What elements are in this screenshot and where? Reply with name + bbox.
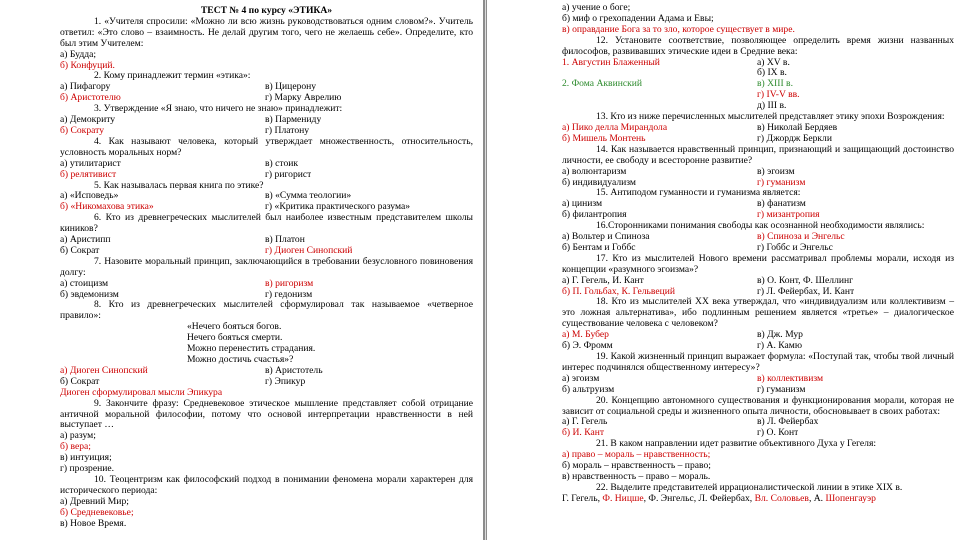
q9-option-v: в) интуиция; xyxy=(60,453,112,464)
q4-options-row2 xyxy=(60,170,473,181)
q8-note: Диоген сформулировал мысли Эпикура xyxy=(60,387,223,398)
q4-option-b-answer: б) релятивист xyxy=(60,169,117,180)
q14-options-row1 xyxy=(562,167,954,178)
q20-options-row1 xyxy=(562,417,954,428)
poem-line-1: «Нечего бояться богов. xyxy=(187,322,282,333)
question-1: 1. «Учителя спросили: «Можно ли всю жизнь руководствоваться одним словом?». Учитель ответил: «Это слово – взаимность. Не делай другим того, чего не желаешь себе». Определите, кто был этим Учителем: xyxy=(60,15,473,49)
q16-option-b: б) Бентам и Гоббс xyxy=(562,242,636,253)
q10-option-v: в) Новое Время. xyxy=(60,518,127,529)
q11-option-b: б) миф о грехопадении Адама и Евы; xyxy=(562,13,714,24)
question-6: 6. Кто из древнегреческих мыслителей был наиболее известным представителем школы киников? xyxy=(60,212,473,235)
q19-option-a: а) эгоизм xyxy=(562,373,600,384)
q7-option-v-answer: в) ригоризм xyxy=(265,278,314,289)
q3-options-row1 xyxy=(60,115,473,126)
q6-option-v: в) Платон xyxy=(265,235,305,246)
q6-option-b: б) Сократ xyxy=(60,245,100,256)
page-left xyxy=(0,0,483,540)
q5-options-row1 xyxy=(60,191,473,202)
q12-option-b: б) IX в. xyxy=(757,68,787,79)
q7-options-row1 xyxy=(60,279,473,290)
q3-option-v: в) Пармениду xyxy=(265,115,322,126)
q10-option-a: а) Древний Мир; xyxy=(60,496,129,507)
q16-options-row1 xyxy=(562,232,954,243)
q14-option-v: в) эгоизм xyxy=(757,166,795,177)
question-13: 13. Кто из ниже перечисленных мыслителей представляет этику эпохи Возрождения: xyxy=(596,111,945,123)
q3-option-b-answer: б) Сократу xyxy=(60,125,105,136)
q6-option-a: а) Аристипп xyxy=(60,235,111,246)
q12-option-a: а) XV в. xyxy=(757,57,790,68)
question-20: 20. Концепцию автономного существования и функционирования морали, которая не зависит от социальной среды и жизненного опыта личности, обосновывает в своих работах: xyxy=(562,394,954,417)
q8-options-row2 xyxy=(60,377,473,388)
q10-option-b-answer: б) Средневековье; xyxy=(60,507,134,518)
q17-option-b-answer: б) П. Гольбах, К. Гельвеций xyxy=(562,286,676,297)
q13-option-b-answer: б) Мишель Монтень xyxy=(562,133,646,144)
q19-options-row2 xyxy=(562,385,954,396)
test-title: ТЕСТ № 4 по курсу «ЭТИКА» xyxy=(200,6,333,16)
q22-list-part-1: Г. Гегель, xyxy=(562,493,603,504)
q13-option-g: г) Джордж Беркли xyxy=(757,133,832,144)
q5-option-v: в) «Сумма теологии» xyxy=(265,191,352,202)
q2-options-row2 xyxy=(60,93,473,104)
q12-item-1: 1. Августин Блаженный xyxy=(562,57,660,68)
q12-row1 xyxy=(562,58,954,69)
q9-option-g: г) прозрение. xyxy=(60,464,115,475)
q22-answer-schopenhauer: Шопенгауэр xyxy=(825,493,876,504)
q15-option-b: б) филантропия xyxy=(562,210,627,221)
q5-option-g: г) «Критика практического разума» xyxy=(265,202,411,213)
q13-options-row1 xyxy=(562,123,954,134)
q12-row2 xyxy=(562,68,954,79)
q20-option-g: г) О. Конт xyxy=(757,428,799,439)
q3-option-a: а) Демокриту xyxy=(60,115,116,126)
q15-option-a: а) цинизм xyxy=(562,199,603,210)
q12-option-g-answer: г) IV-V вв. xyxy=(757,90,800,101)
question-15: 15. Антиподом гуманности и гуманизма является: xyxy=(596,188,801,199)
q1-option-a: а) Будда; xyxy=(60,49,96,60)
q7-option-g: г) гедонизм xyxy=(265,289,313,300)
q3-option-g: г) Платону xyxy=(265,125,310,136)
question-9: 9. Закончите фразу: Средневековое этическое мышление представляет собой отрицание античной моральной философии, потому что основой интерпретации нравственности в ней выступает … xyxy=(60,397,473,431)
question-14: 14. Как называется нравственный принцип, признающий и защищающий достоинство личности, ее свободу и всесторонне развитие? xyxy=(562,143,954,166)
q7-option-a: а) стоицизм xyxy=(60,278,109,289)
q20-options-row2 xyxy=(562,428,954,439)
q14-option-a: а) волюнтаризм xyxy=(562,166,627,177)
poem-line-3: Можно перенестить страдания. xyxy=(187,344,316,355)
q20-option-v: в) Л. Фейербах xyxy=(757,417,819,428)
q11-option-v-answer: в) оправдание Бога за то зло, которое существует в мире. xyxy=(562,24,795,35)
q6-option-g-answer: г) Диоген Синопский xyxy=(265,245,353,256)
question-3: 3. Утверждение «Я знаю, что ничего не знаю» принадлежит: xyxy=(94,104,343,115)
q4-option-v: в) стоик xyxy=(265,158,299,169)
q18-option-a-answer: а) М. Бубер xyxy=(562,330,609,341)
q15-option-g-answer: г) мизантропия xyxy=(757,210,820,221)
question-19: 19. Какой жизненный принцип выражает формула: «Поступай так, чтобы твой личный интерес подчинялся общественному интересу»? xyxy=(562,351,954,373)
poem-line-2: Нечего бояться смерти. xyxy=(187,333,283,344)
q16-option-g: г) Гоббс и Энгельс xyxy=(757,242,833,253)
q22-list xyxy=(562,494,954,505)
q18-option-v: в) Дж. Мур xyxy=(757,330,803,341)
q18-option-b: б) Э. Фромм xyxy=(562,341,613,352)
q17-option-g: г) Л. Фейербах, И. Кант xyxy=(757,286,855,297)
q19-options-row1 xyxy=(562,374,954,385)
q22-list-part-5: , А. xyxy=(808,493,826,504)
q14-option-g-answer: г) гуманизм xyxy=(757,177,806,188)
q14-option-b: б) индивидуализм xyxy=(562,177,636,188)
q20-option-a: а) Г. Гегель xyxy=(562,417,608,428)
q6-options-row1 xyxy=(60,235,473,246)
q7-option-b: б) эвдемонизм xyxy=(60,289,119,300)
q12-item-2: 2. Фома Аквинский xyxy=(562,79,643,90)
question-8: 8. Кто из древнегреческих мыслителей сформулировал так называемое «четверное правило»: xyxy=(60,299,473,322)
q21-option-v: в) нравственность – право – мораль. xyxy=(562,471,711,482)
q8-option-g: г) Эпикур xyxy=(265,376,306,387)
q8-option-a-answer: а) Диоген Синопский xyxy=(60,365,148,376)
q19-option-b: б) альтруизм xyxy=(562,384,615,395)
q2-option-b-answer: б) Аристотелю xyxy=(60,93,121,104)
q12-row3 xyxy=(562,79,954,90)
q12-option-d: д) III в. xyxy=(757,101,787,112)
q14-options-row2 xyxy=(562,178,954,189)
q12-option-v-answer: в) XIII в. xyxy=(757,79,793,90)
q17-option-v: в) О. Конт, Ф. Шеллинг xyxy=(757,275,854,286)
q8-option-v: в) Аристотель xyxy=(265,365,323,376)
q15-option-v: в) фанатизм xyxy=(757,199,806,210)
q17-options-row1 xyxy=(562,276,954,287)
q8-options-row1 xyxy=(60,366,473,377)
question-5: 5. Как называлась первая книга по этике? xyxy=(94,180,264,191)
q16-option-a: а) Вольтер и Спиноза xyxy=(562,232,650,243)
q1-option-b-answer: б) Конфуций. xyxy=(60,60,115,71)
page-gutter-highlight xyxy=(485,0,486,540)
q11-option-a: а) учение о боге; xyxy=(562,3,631,13)
question-10: 10. Теоцентризм как философский подход в понимании феномена морали характерен для исторического периода: xyxy=(60,473,473,496)
q21-option-a-answer: а) право – мораль – нравственность; xyxy=(562,450,711,461)
q13-option-v: в) Николай Бердяев xyxy=(757,122,838,133)
q12-row4 xyxy=(562,90,954,101)
q18-option-g: г) А. Камю xyxy=(757,341,803,352)
q22-answer-nietzsche: Ф. Ницше xyxy=(602,493,644,504)
q19-option-v-answer: в) коллективизм xyxy=(757,373,824,384)
q5-option-a: а) «Исповедь» xyxy=(60,191,119,202)
q18-options-row1 xyxy=(562,330,954,341)
q13-option-a-answer: а) Пико делла Мирандола xyxy=(562,122,668,133)
q2-option-a: а) Пифагору xyxy=(60,82,111,93)
q12-spacer-2 xyxy=(562,90,757,101)
question-2: 2. Кому принадлежит термин «этика»: xyxy=(94,71,251,82)
question-16: 16.Сторонниками понимания свободы как осознанной необходимости являлись: xyxy=(596,221,925,232)
q15-options-row2 xyxy=(562,210,954,221)
poem-line-4: Можно достичь счастья»? xyxy=(187,355,294,365)
q22-list-part-3: , Ф. Энгельс, Л. Фейербах, xyxy=(643,493,755,504)
q15-options-row1 xyxy=(562,199,954,210)
q12-spacer xyxy=(562,68,757,79)
q5-option-b-answer: б) «Никомахова этика» xyxy=(60,202,154,213)
q20-option-b-answer: б) И. Кант xyxy=(562,428,605,439)
q2-options-row1 xyxy=(60,82,473,93)
q8-option-b: б) Сократ xyxy=(60,376,100,387)
q2-option-v: в) Цицерону xyxy=(265,82,317,93)
question-4: 4. Как называют человека, который утверждает множественность, относительность, условность моральных норм? xyxy=(60,135,473,158)
q9-option-a: а) разум; xyxy=(60,431,96,442)
question-21: 21. В каком направлении идет развитие объективного Духа у Гегеля: xyxy=(596,439,877,450)
q4-option-a: а) утилитарист xyxy=(60,158,121,169)
q9-option-b-answer: б) вера; xyxy=(60,442,91,453)
question-22: 22. Выделите представителей иррационалистической линии в этике XIX в. xyxy=(596,482,903,493)
q17-option-a: а) Г. Гегель, И. Кант xyxy=(562,275,644,286)
question-17: 17. Кто из мыслителей Нового времени рассматривал проблемы морали, исходя из концепции «разумного эгоизма»? xyxy=(562,252,954,275)
question-7: 7. Назовите моральный принцип, заключающийся в требовании безусловного повиновения долгу: xyxy=(60,255,473,278)
q4-option-g: г) ригорист xyxy=(265,169,312,180)
q22-answer-solovyov: Вл. Соловьев xyxy=(754,493,809,504)
question-12: 12. Установите соответствие, позволяющее определить время жизни названных философов, развивавших этические идеи в Средние века: xyxy=(562,34,954,57)
q16-option-v-answer: в) Спиноза и Энгельс xyxy=(757,232,845,243)
page-right xyxy=(487,0,970,540)
q21-option-b: б) мораль – нравственность – право; xyxy=(562,461,711,472)
q19-option-g: г) гуманизм xyxy=(757,384,806,395)
q2-option-g: г) Марку Аврелию xyxy=(265,93,342,104)
question-18: 18. Кто из мыслителей XX века утверждал, что «индивидуализм или коллективизм – это ложная альтернатива», ибо подлинным решением является «третье» – диалогическое существование человека с человеком? xyxy=(562,296,954,330)
q4-options-row1 xyxy=(60,159,473,170)
